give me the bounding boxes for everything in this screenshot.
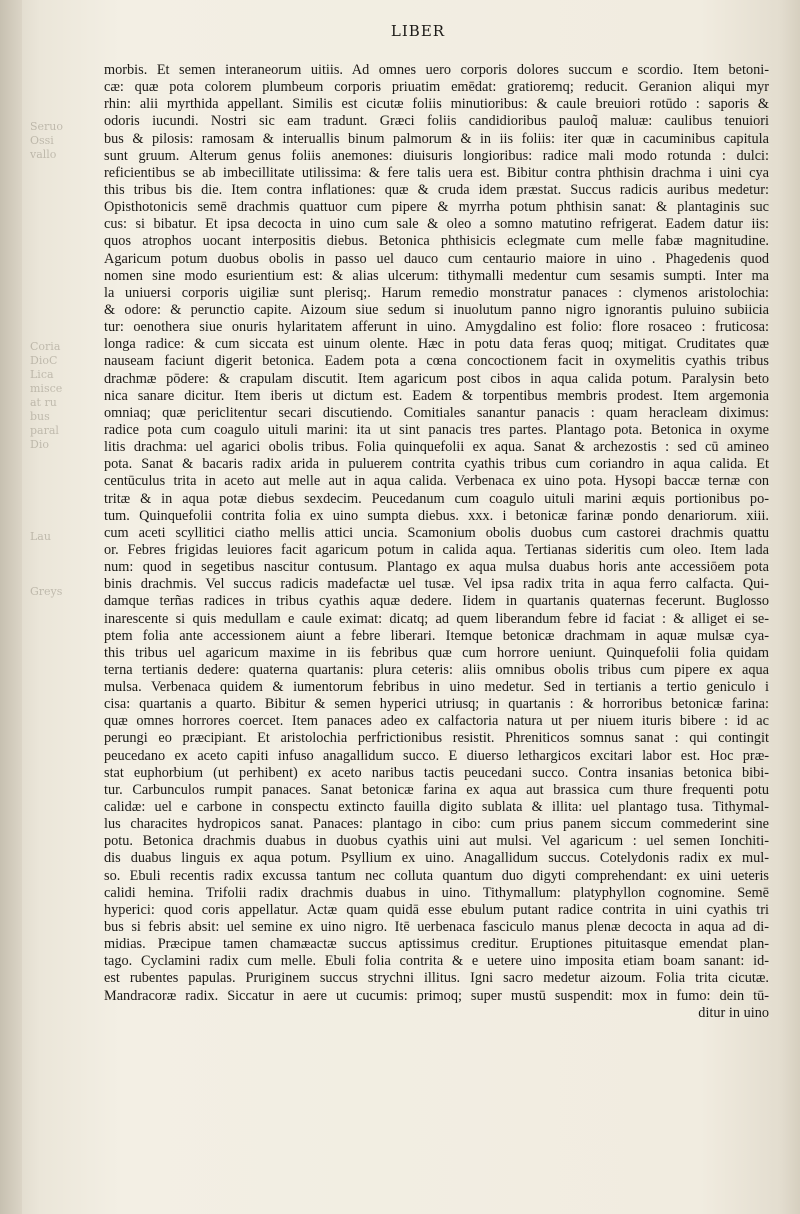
- show-through-text: Seruo Ossi vallo: [30, 120, 64, 161]
- text-line: radice pota cum coagulo uituli marini: ita ut sint panacis tres partes. Plantago pota. Betonica in oxyme: [104, 421, 769, 438]
- text-line: reficientibus se ab imbecillitate utilissima: & fere talis uera est. Bibitur contra phthisin drachma i uini cya: [104, 164, 769, 181]
- page-header: LIBER: [390, 22, 446, 40]
- text-line: mulsa. Verbenaca quidem & iumentorum febribus in uino medetur. Sed in tertianis a tertio geniculo i: [104, 679, 769, 696]
- show-through-text: Greys: [30, 585, 63, 598]
- text-line: litis drachma: uel agarici obolis tribus. Folia quinquefolii ex aqua. Sanat & archezostis : sed cū amineo: [104, 439, 769, 456]
- text-line: tum. Quinquefolii contrita folia ex uino sumpta diebus. xxx. i betonicæ farinæ pondo denariorum. xiii.: [104, 507, 769, 524]
- text-line: odoris iucundi. Nostri sic eam tradunt. Græci foliis candidioribus pauloq̃ maluæ: caulibus tenuiori: [104, 113, 769, 130]
- text-line: nica sanare dicitur. Item iberis ut dictum est. Eadem & torpentibus membris prodest. Item argemonia: [104, 387, 769, 404]
- text-line: bus si febris absit: uel semine ex uino nigro. Itē uerbenaca fasciculo manus plenæ decocta in aqua ad di-: [104, 919, 769, 936]
- text-line: Mandracoræ radix. Siccatur in aere ut cucumis: primoq; super mustū suspendit: mox in fumo: dein tū-: [104, 987, 769, 1004]
- text-line: morbis. Et semen interaneorum uitiis. Ad omnes uero corporis dolores succum e scordio. Item betoni-: [104, 62, 769, 78]
- text-line: calidi hemina. Trifolii radix drachmis duabus in uino. Tithymallum: platyphyllon cognomine. Semē: [104, 884, 769, 901]
- show-through-text: Coria DioC Lica misce at ru bus paral Dio: [30, 340, 63, 451]
- text-line: ptem folia ante accessionem aiunt a febre liberari. Itemque betonicæ drachmam in aquæ mulsæ cya-: [104, 627, 769, 644]
- text-line: this tribus uel agaricum maxime in iis febribus quæ cum horrore ueniunt. Quinquefolii folia quidam: [104, 644, 769, 661]
- text-line: bus & pilosis: ramosam & interuallis binum palmorum & in iis foliis: iter quæ in cacuminibus capitula: [104, 130, 769, 147]
- text-line: peucedano ex aceto capiti infuso anagallidum succo. E diuerso lethargicos excitari labor est. Hoc præ-: [104, 747, 769, 764]
- text-line: cus: si bibatur. Et ipsa decocta in uino cum sale & oleo a somno matutino refrigerat. Eadem datur iis:: [104, 216, 769, 233]
- text-line: quæ omnes horrores coercet. Item panaces adeo ex calfactoria natura ut per niuem ituris bibere : id ac: [104, 713, 769, 730]
- text-line: quos atrophos uocant interpositis diebus. Betonica phthisicis eclegmate cum melle fabæ magnitudine.: [104, 233, 769, 250]
- text-line: stat euphorbium (ut perhibent) ex aceto naribus tactis peucedani succo. Contra insanias betonica bibi-: [104, 764, 769, 781]
- text-line: terna tertianis dedere: quaterna quartanis: plura ceteris: aliis omnibus obolis tribus cum pipere ex aqua: [104, 661, 769, 678]
- text-line: so. Ebuli recentis radix excussa tantum nec colluta quantum duo digyti comprehendant: ex uini ueteris: [104, 867, 769, 884]
- text-line: drachmæ pōdere: & crapulam discutit. Item agaricum post cibos in aqua calida potum. Paralysin beto: [104, 370, 769, 387]
- text-line: lus characites hydropicos sanat. Panaces: plantago in cibo: cum prius panem siccum commederint sine: [104, 816, 769, 833]
- text-line: damque terñas radices in tribus cyathis aquæ dedere. Iidem in quartanis quaternas fecerunt. Buglosso: [104, 593, 769, 610]
- text-line: dis duabus linguis ex aqua potum. Psyllium ex uino. Anagallidum succus. Cotelydonis radix ex mul-: [104, 850, 769, 867]
- text-line: tur: oenothera siue onuris hylaritatem afferunt in uino. Amygdalino est folio: flore rosaceo : fruticosa:: [104, 319, 769, 336]
- text-line: & odore: & perunctio capite. Aizoum siue sedum si inuolutum panno nigro ignorantis puluino subiicia: [104, 301, 769, 318]
- main-text: [104, 62, 769, 1022]
- text-line: this tribus bis die. Item contra inflationes: quæ & cruda idem præstat. Succus radicis auribus medetur:: [104, 181, 769, 198]
- gutter-shadow: [0, 0, 22, 1214]
- text-line: cum aceti scyllitici ciatho mellis attici uncia. Scamonium obolis duobus cum castorei drachmis quattu: [104, 524, 769, 541]
- text-line: sunt gruum. Alterum genus foliis anemones: diuisuris longioribus: radice mali modo rotunda : dulci:: [104, 147, 769, 164]
- text-line: tritæ & in aqua potæ diebus sexdecim. Peucedanum cum coagulo uituli marini æquis portionibus po-: [104, 490, 769, 507]
- text-line: cisa: quartanis a quarto. Bibitur & semen hyperici utriusq; in quartanis : & horroribus betonicæ farina:: [104, 696, 769, 713]
- text-line: or. Febres frigidas leuiores facit agaricum potum in calida aqua. Tertianas sideritis cum oleo. Item lada: [104, 541, 769, 558]
- text-line: centūculus trita in aceto aut melle aut in aqua calida. Verbenaca ex uino pota. Hysopi baccæ ternæ con: [104, 473, 769, 490]
- text-line: binis drachmis. Vel succus radicis madefactæ uel tusæ. Vel ipsa radix trita in aqua ferro calfacta. Qui-: [104, 576, 769, 593]
- text-line: num: quod in segetibus nascitur contusum. Plantago ex aqua mulsa duabus horis ante accessiōem pota: [104, 559, 769, 576]
- text-line: omniaq; quæ periclitentur secari discutiendo. Comitiales sanantur panacis : quam heracleam diximus:: [104, 404, 769, 421]
- text-line: Agaricum potum duobus obolis in passo uel dauco cum centaurio maiore in uino . Phagedenis quod: [104, 250, 769, 267]
- text-line: est rubentes papulas. Pruriginem succus strychni illitus. Igni sacro medetur aizoum. Folia trita cicutæ.: [104, 970, 769, 987]
- text-line: nauseam faciunt digerit betonica. Eadem pota a cœna concoctionem facit in oxymelitis cyathis tribus: [104, 353, 769, 370]
- text-line: midias. Præcipue tamen chamæactæ succus aptissimus creditur. Eruptiones pituitasque emendat plan-: [104, 936, 769, 953]
- text-line: nomen sine modo esurientium est: & alias ulcerum: tithymalli medentur cum sesamis sumpti. Inter ma: [104, 267, 769, 284]
- text-line: inarescente si quis medullam e caule eximat: dicatq; ad quem liberandum febre id faciat : & alliget ei se-: [104, 610, 769, 627]
- text-line: Opisthotonicis semē drachmis quattuor cum pipere & myrrha potum phthisin sanat: & plantaginis suc: [104, 199, 769, 216]
- text-line: potu. Betonica drachmis duabus in duobus cyathis uini aut mulsi. Vel agaricum : uel semen Ionchiti-: [104, 833, 769, 850]
- text-line: longa radice: & cum siccata est uinum olente. Hæc in potu data feras quoq; mitigat. Cruditates quæ: [104, 336, 769, 353]
- text-line: perungi eo præcipiant. Et aristolochia perfrictionibus resistit. Phreniticos somnus sanat : qui contingit: [104, 730, 769, 747]
- show-through-text: Lau: [30, 530, 51, 543]
- text-line: rhin: alii myrthida appellant. Similis est cicutæ foliis minutioribus: & caule breuiori rotūdo : saporis &: [104, 96, 769, 113]
- text-line: la uniuersi corporis uigiliæ sunt plerisq;. Harum remedio monstratur panaces : clymenos aristolochia:: [104, 284, 769, 301]
- text-line: tago. Cyclamini radix cum melle. Ebuli folia contrita & e uetere uino imposita etiam boam sanant: id-: [104, 953, 769, 970]
- text-line: calidæ: uel e carbone in conspectu extincto fauilla digito sublata & illita: uel plantago tusa. Tithymal-: [104, 799, 769, 816]
- text-line: hyperici: quod coris appellatur. Actæ quam quidā esse ebulum putant radice contrita in uini cyathis tri: [104, 901, 769, 918]
- text-line: cæ: quæ pota colorem plumbeum corporis priuatim emēdat: gratioremq; reducit. Geranion aliqui myr: [104, 79, 769, 96]
- text-line: tur. Carbunculos rumpit panaces. Sanat betonicæ farina ex aqua aut brassica cum thure frequenti potu: [104, 781, 769, 798]
- text-line: ditur in uino: [698, 1004, 769, 1021]
- text-line: pota. Sanat & bacaris radix arida in puluerem contrita cyathis tribus cum coriandro in aqua calida. Et: [104, 456, 769, 473]
